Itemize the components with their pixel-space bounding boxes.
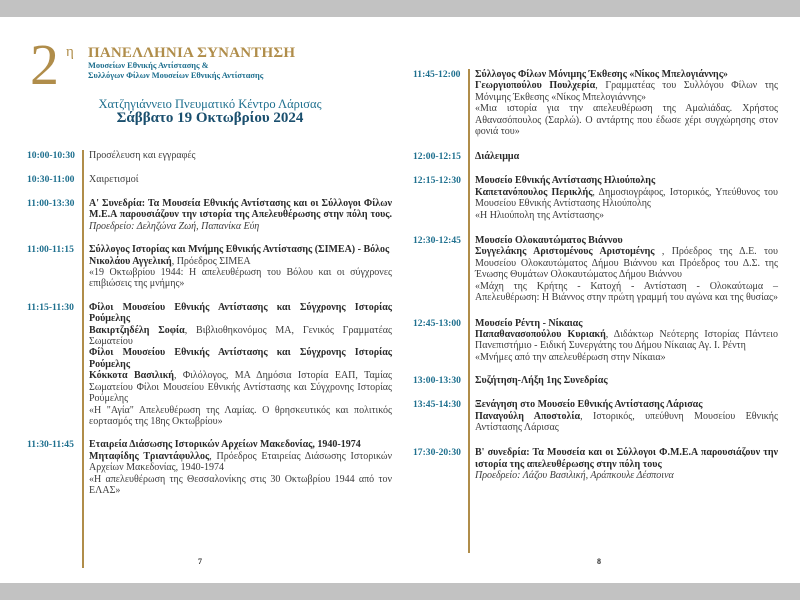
schedule-entry [413, 375, 778, 387]
schedule-entry [413, 447, 778, 481]
speaker-role: , Διδάκτωρ Νεότερης Ιστορίας Πάντειο Πανεπιστήμιο - Ειδική Συνεργάτης του Δήμου Νίκαιας Αγ. Ι. Ρέντη [475, 328, 778, 352]
entry-time: 17:30-20:30 [413, 447, 461, 459]
schedule-entry [27, 302, 392, 427]
talk-title: «Η απελευθέρωση της Θεσσαλονίκης στις 30 Οκτωβρίου 1944 από τον ΕΛΑΣ» [89, 473, 392, 496]
talk-title: «Μια ιστορία για την απελευθέρωση της Αμαλιάδας. Χρήστος Αθανασόπουλος (Σαρλώ). Ο αντάρτης που έδωσε χέρι συγχώρησης στον φονιά του» [475, 103, 778, 138]
schedule-entry [413, 69, 778, 137]
talk-title: «Η Ηλιούπολη της Αντίστασης» [475, 209, 604, 221]
entry-organization: Ξενάγηση στο Μουσείο Εθνικής Αντίστασης Λάρισας [475, 399, 703, 411]
entry-content [82, 302, 392, 427]
ordinal-suffix: η [66, 44, 74, 60]
speaker-role: , Γραμματέας του Συλλόγου Φίλων της Μόνιμης Έκθεσης «Νίκος Μπελογιάννης» [475, 80, 778, 103]
entry-time: 12:30-12:45 [413, 235, 461, 247]
session-title: Α' Συνεδρία: Τα Μουσεία Εθνικής Αντίστασης και οι Σύλλογοι Φίλων Μ.Ε.Α παρουσιάζουν την ιστορία της Απελευθέρωσης στην πόλη τους. [89, 198, 392, 221]
entry-organization: Φίλοι Μουσείου Εθνικής Αντίστασης και Σύγχρονης Ιστορίας Ρούμελης [89, 301, 392, 325]
break-label: Διάλειμμα [475, 151, 520, 163]
speaker-name: Συγγελάκης Αριστομένους Αριστομένης [475, 246, 655, 258]
entry-organization: Σύλλογος Ιστορίας και Μνήμης Εθνικής Αντίστασης (ΣΙΜΕΑ) - Βόλος [89, 244, 390, 256]
schedule-entry [413, 151, 778, 163]
session-chairs: Προεδρείο: Λάζου Βασιλική, Αράπκουλε Δέσποινα [475, 470, 674, 482]
entry-content [468, 447, 778, 481]
entry-time: 11:45-12:00 [413, 69, 461, 80]
entry-content [82, 150, 392, 162]
ordinal-number: 2 [30, 32, 59, 97]
schedule-entry [413, 318, 778, 364]
entry-time: 10:00-10:30 [27, 150, 75, 161]
session-title: Β' συνεδρία: Τα Μουσεία και οι Σύλλογοι Φ.Μ.Ε.Α παρουσιάζουν την ιστορία της απελευθέρωσης στην πόλη τους [475, 447, 778, 470]
entry-text: Χαιρετισμοί [89, 174, 139, 185]
viewer-top-bar [0, 0, 800, 17]
schedule-entry [413, 399, 778, 433]
discussion-label: Συζήτηση-Λήξη 1ης Συνεδρίας [475, 375, 608, 387]
entry-time: 11:00-13:30 [27, 198, 75, 209]
schedule-entry [27, 439, 392, 496]
talk-title: «Μνήμες από την απελευθέρωση στην Νίκαια» [475, 351, 666, 363]
schedule-entry [27, 244, 392, 290]
entry-organization: Μουσείο Εθνικής Αντίστασης Ηλιούπολης [475, 175, 656, 187]
entry-organization: Εταιρεία Διάσωσης Ιστορικών Αρχείων Μακεδονίας, 1940-1974 [89, 439, 361, 451]
speaker-role: , Δημοσιογράφος, Ιστορικός, Υπεύθυνος του Μουσείου Εθνικής Αντίστασης Ηλιούπολης [475, 186, 778, 210]
page-number-left: 7 [198, 557, 202, 566]
speaker-role: , Βιβλιοθηκονόμος ΜΑ, Γενικός Γραμματέας Σωματείου [89, 324, 392, 348]
entry-organization-2: Φίλοι Μουσείου Εθνικής Αντίστασης και Σύγχρονης Ιστορίας Ρούμελης [89, 347, 392, 370]
speaker-role-2: , Φιλόλογος, ΜΑ Δημόσια Ιστορία ΕΑΠ, Ταμίας Σωματείου Φίλοι Μουσείου Εθνικής Αντίστασης και Σύγχρονης Ιστορίας Ρούμελης [89, 370, 392, 405]
subtitle-line-2: Συλλόγων Φίλων Μουσείων Εθνικής Αντίστασης [88, 71, 264, 80]
event-date: Σάββατο 19 Οκτωβρίου 2024 [116, 110, 304, 126]
schedule-entry [27, 198, 392, 232]
entry-time: 12:00-12:15 [413, 151, 461, 163]
speaker-name: Παναγούλη Αποστολία [475, 410, 581, 422]
entry-time: 12:45-13:00 [413, 317, 461, 329]
entry-content [82, 439, 392, 496]
speaker-name: Γεωργιοπούλου Πουλχερία [475, 80, 596, 92]
entry-content [468, 399, 778, 433]
entry-time: 11:15-11:30 [27, 301, 74, 313]
schedule-entry [413, 175, 778, 221]
schedule-entry [413, 235, 778, 303]
entry-content [82, 198, 392, 232]
talk-title: «19 Οκτωβρίου 1944: Η απελευθέρωση του Βόλου και οι σύγχρονες επιβιώσεις της μνήμης» [89, 267, 392, 290]
entry-text: Προσέλευση και εγγραφές [89, 150, 196, 161]
entry-organization: Μουσείο Ολοκαυτώματος Βιάννου [475, 235, 623, 247]
entry-organization: Μουσείο Ρέντη - Νίκαιας [475, 317, 583, 329]
entry-content [82, 174, 392, 186]
entry-content [468, 69, 778, 137]
entry-time: 11:30-11:45 [27, 439, 74, 451]
page-number-right: 8 [597, 557, 601, 566]
speaker-role: , Πρόεδρος ΣΙΜΕΑ [171, 255, 251, 267]
entry-content [468, 375, 778, 387]
entry-content [468, 318, 778, 364]
left-page-schedule [27, 150, 392, 496]
entry-time: 11:00-11:15 [27, 244, 74, 256]
talk-title: «Η "Αγία" Απελευθέρωση της Λαμίας. Ο θρησκευτικός και πολιτικός εορτασμός της 18ης Οκτωβρίου» [89, 404, 392, 427]
speaker-name: Μηταφίδης Τριαντάφυλλος [89, 450, 210, 462]
entry-content [468, 235, 778, 303]
entry-organization: Σύλλογος Φίλων Μόνιμης Έκθεσης «Νίκος Μπελογιάννης» [475, 69, 728, 80]
conference-title: ΠΑΝΕΛΛΗΝΙΑ ΣΥΝΑΝΤΗΣΗ [88, 45, 296, 61]
talk-title: «Μάχη της Κρήτης - Κατοχή - Αντίσταση - Ολοκαύτωμα – Απελευθέρωση: Η Βιάννος στην πρώτη γραμμή του αγώνα και της θυσίας» [475, 280, 778, 304]
speaker-name-2: Κόκκοτα Βασιλική [89, 370, 174, 382]
entry-time: 13:45-14:30 [413, 399, 461, 411]
speaker-name: Καπετανόπουλος Περικλής [475, 186, 593, 198]
speaker-name: Παπαθανασοπούλου Κυριακή [475, 328, 606, 340]
speaker-name: Νικολάου Αγγελική [89, 255, 172, 267]
entry-time: 13:00-13:30 [413, 375, 461, 387]
speaker-role: , Πρόεδρος Εταιρείας Διάσωσης Ιστορικών Αρχείων Μακεδονίας, 1940-1974 [89, 450, 392, 474]
entry-content [468, 175, 778, 221]
subtitle-line-1: Μουσείων Εθνικής Αντίστασης & [88, 61, 209, 70]
speaker-role: , Πρόεδρος της Δ.Ε. του Μουσείου Ολοκαυτώματος Δήμου Βιάννου και Πρόεδρος του Δ.Σ. της Ένωσης Θυμάτων Ολοκαυτώματος Δήμου Βιάννου [475, 246, 778, 281]
entry-time: 10:30-11:00 [27, 174, 75, 185]
viewer-bottom-bar [0, 583, 800, 600]
schedule-entry [27, 150, 392, 162]
entry-time: 12:15-12:30 [413, 175, 461, 187]
speaker-name: Βακιρτζηδέλη Σοφία [89, 324, 185, 336]
conference-subtitle [88, 61, 263, 81]
entry-content [468, 151, 778, 163]
schedule-entry [27, 174, 392, 186]
venue: Χατζηγιάννειο Πνευματικό Κέντρο Λάρισας [98, 97, 322, 111]
session-chairs: Προεδρείο: Δεληζώνα Ζωή, Παπανίκα Εύη [89, 220, 260, 232]
entry-content [82, 244, 392, 290]
speaker-role: , Ιστορικός, υπεύθυνη Μουσείου Εθνικής Αντίστασης Λάρισας [475, 410, 778, 433]
right-page-schedule [413, 69, 778, 482]
